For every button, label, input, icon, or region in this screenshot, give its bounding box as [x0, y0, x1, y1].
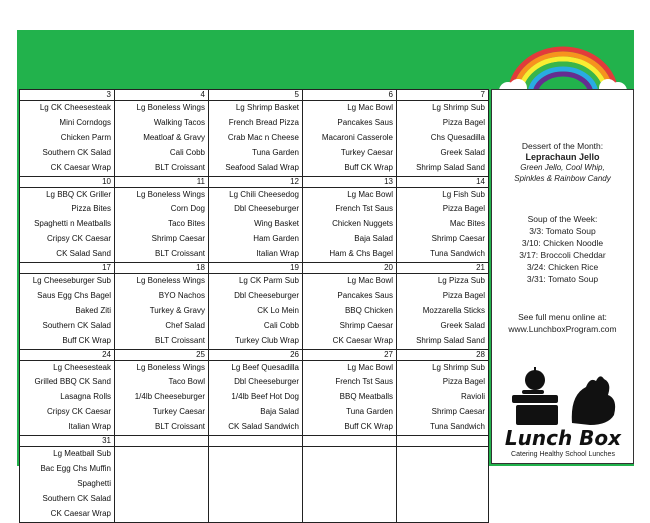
week-number-row — [20, 90, 489, 101]
menu-item: Chs Quesadilla — [430, 132, 485, 142]
menu-item: Cripsy CK Caesar — [46, 407, 111, 417]
day-cell — [115, 101, 209, 177]
menu-item: Mozzarella Sticks — [422, 305, 485, 315]
menu-item: Lg Pizza Sub — [437, 276, 485, 285]
dessert-heading: Dessert of the Month: — [521, 141, 604, 151]
menu-item: Pancakes Saus — [337, 117, 393, 127]
menu-item: Saus Egg Chs Bagel — [37, 290, 111, 300]
soup-item: 3/3: Tomato Soup — [529, 226, 596, 236]
dessert-desc-1: Green Jello, Cool Whip, — [520, 163, 605, 172]
menu-item: Ravioli — [460, 392, 485, 402]
menu-item: Lg Mac Bowl — [347, 189, 393, 199]
day-number: 11 — [115, 176, 209, 187]
day-number: 26 — [209, 349, 303, 360]
day-cell — [303, 187, 397, 263]
menu-item: Lg Boneless Wings — [136, 362, 205, 372]
menu-item: BBQ Chicken — [344, 305, 393, 315]
menu-item: Shrimp Caesar — [431, 234, 485, 244]
menu-item: Pizza Bagel — [442, 204, 485, 214]
menu-item: Lg Chili Cheesedog — [229, 189, 299, 199]
menu-item: Spaghetti — [77, 478, 111, 488]
menu-item: Shrimp Caesar — [431, 407, 485, 417]
day-number — [397, 436, 489, 447]
soup-item: 3/24: Chicken Rice — [526, 262, 599, 272]
soup-heading: Soup of the Week: — [527, 214, 598, 224]
menu-item: CK Salad Sandwich — [228, 422, 299, 432]
menu-item: Wing Basket — [254, 219, 299, 229]
menu-item: BLT Croissant — [155, 335, 205, 345]
day-number — [115, 436, 209, 447]
day-number: 25 — [115, 349, 209, 360]
day-cell — [397, 187, 489, 263]
menu-item: Meatloaf & Gravy — [143, 132, 205, 142]
menu-item: Pizza Bites — [71, 204, 111, 214]
menu-item: Baked Ziti — [75, 305, 111, 315]
menu-item: Ham Garden — [253, 234, 299, 244]
menu-item: Lg BBQ CK Griller — [46, 189, 111, 199]
day-cell — [397, 101, 489, 177]
day-cell — [397, 274, 489, 350]
menu-item: Grilled BBQ CK Sand — [34, 377, 111, 387]
menu-item: Lg Boneless Wings — [136, 276, 205, 285]
menu-item: Mini Corndogs — [59, 117, 111, 127]
soup-item: 3/17: Broccoli Cheddar — [519, 250, 606, 260]
menu-item: Lg Cheeseburger Sub — [32, 276, 111, 285]
menu-item: Chicken Parm — [60, 132, 111, 142]
week-items-row — [20, 274, 489, 350]
day-number: 10 — [20, 176, 115, 187]
menu-item: Lg CK Parm Sub — [238, 276, 299, 285]
apple-icon — [525, 367, 545, 390]
day-number: 6 — [303, 90, 397, 101]
day-cell — [303, 447, 397, 523]
menu-item: Pizza Bagel — [442, 117, 485, 127]
day-cell — [303, 274, 397, 350]
menu-item: Baja Salad — [354, 234, 393, 244]
day-cell — [20, 101, 115, 177]
lunchbox-logo — [500, 365, 626, 460]
dessert-desc-2: Spinkles & Rainbow Candy — [514, 174, 611, 183]
menu-item: CK Lo Mein — [257, 305, 299, 315]
menu-item: Turkey & Gravy — [149, 305, 205, 315]
menu-item: Pancakes Saus — [337, 290, 393, 300]
menu-item: Buff CK Wrap — [344, 162, 393, 172]
day-number — [209, 436, 303, 447]
day-number: 4 — [115, 90, 209, 101]
menu-item: Tuna Sandwich — [430, 249, 485, 259]
menu-item: Macaroni Casserole — [321, 132, 393, 142]
menu-item: 1/4lb Cheeseburger — [134, 392, 205, 402]
day-cell — [397, 360, 489, 436]
menu-item: Lg Boneless Wings — [136, 103, 205, 112]
day-cell — [115, 360, 209, 436]
day-number: 28 — [397, 349, 489, 360]
day-number: 17 — [20, 263, 115, 274]
menu-item: Lg Meatball Sub — [53, 449, 111, 458]
day-cell — [115, 187, 209, 263]
menu-item: CK Caesar Wrap — [50, 508, 111, 518]
day-cell — [209, 101, 303, 177]
menu-item: 1/4lb Beef Hot Dog — [231, 392, 299, 402]
menu-item: Tuna Sandwich — [430, 422, 485, 432]
menu-item: Lg Fish Sub — [442, 189, 485, 199]
lunchbox-icon — [512, 390, 558, 425]
menu-item: Spaghetti n Meatballs — [34, 219, 111, 229]
menu-item: CK Salad Sand — [56, 249, 111, 259]
menu-item: Lg Shrimp Sub — [432, 103, 485, 112]
menu-item: Mac Bites — [449, 219, 485, 229]
online-text: See full menu online at: — [518, 312, 607, 322]
day-cell — [20, 274, 115, 350]
day-number: 21 — [397, 263, 489, 274]
menu-item: Ham & Chs Bagel — [329, 249, 393, 259]
week-items-row — [20, 101, 489, 177]
week-items-row — [20, 360, 489, 436]
menu-item: Dbl Cheeseburger — [234, 204, 299, 214]
menu-item: Lg Shrimp Basket — [235, 103, 299, 112]
week-number-row — [20, 349, 489, 360]
menu-item: French Tst Saus — [335, 377, 393, 387]
week-items-row — [20, 187, 489, 263]
day-cell — [209, 274, 303, 350]
week-number-row — [20, 176, 489, 187]
week-number-row — [20, 263, 489, 274]
menu-item: French Bread Pizza — [228, 117, 299, 127]
day-cell — [20, 187, 115, 263]
menu-item: Southern CK Salad — [42, 493, 111, 503]
menu-item: Shrimp Salad Sand — [416, 335, 485, 345]
menu-item: Lg Shrimp Sub — [432, 362, 485, 372]
day-cell — [303, 101, 397, 177]
menu-item: French Tst Saus — [335, 204, 393, 214]
day-cell — [397, 447, 489, 523]
day-number: 19 — [209, 263, 303, 274]
menu-item: Southern CK Salad — [42, 147, 111, 157]
menu-item: Turkey Caesar — [152, 407, 205, 417]
brand-tagline: Catering Healthy School Lunches — [511, 451, 615, 458]
day-cell — [303, 360, 397, 436]
day-number: 31 — [20, 436, 115, 447]
day-cell — [115, 447, 209, 523]
day-cell — [209, 447, 303, 523]
day-number: 5 — [209, 90, 303, 101]
day-cell — [115, 274, 209, 350]
day-number: 24 — [20, 349, 115, 360]
day-number: 27 — [303, 349, 397, 360]
menu-item: Turkey Club Wrap — [234, 335, 299, 345]
menu-item: Walking Tacos — [153, 117, 205, 127]
menu-item: Shrimp Caesar — [339, 320, 393, 330]
menu-item: Italian Wrap — [68, 422, 111, 432]
menu-item: Dbl Cheeseburger — [234, 377, 299, 387]
menu-item: Tuna Garden — [346, 407, 393, 417]
menu-calendar — [19, 89, 489, 523]
day-number — [303, 436, 397, 447]
menu-item: CK Caesar Wrap — [50, 162, 111, 172]
menu-item: Lg Mac Bowl — [347, 362, 393, 372]
menu-item: Lg Beef Quesadilla — [231, 362, 299, 372]
day-number: 20 — [303, 263, 397, 274]
menu-item: Chef Salad — [165, 320, 205, 330]
menu-item: Buff CK Wrap — [344, 422, 393, 432]
menu-item: Lg Mac Bowl — [347, 103, 393, 112]
menu-item: Pizza Bagel — [442, 377, 485, 387]
menu-item: BLT Croissant — [155, 162, 205, 172]
menu-item: Cali Cobb — [263, 320, 299, 330]
day-number: 7 — [397, 90, 489, 101]
week-items-row — [20, 447, 489, 523]
menu-item: Corn Dog — [170, 204, 205, 214]
website-link[interactable]: www.LunchboxProgram.com — [508, 324, 617, 334]
day-number: 14 — [397, 176, 489, 187]
menu-item: Turkey Caesar — [340, 147, 393, 157]
menu-item: Bac Egg Chs Muffin — [40, 463, 111, 473]
day-number: 13 — [303, 176, 397, 187]
menu-item: Southern CK Salad — [42, 320, 111, 330]
menu-item: Shrimp Caesar — [151, 234, 205, 244]
menu-item: Lg CK Cheesesteak — [39, 103, 111, 112]
dessert-name: Leprachaun Jello — [525, 152, 600, 162]
menu-item: Greek Salad — [440, 320, 485, 330]
rooster-icon — [572, 376, 615, 425]
week-number-row — [20, 436, 489, 447]
day-number: 3 — [20, 90, 115, 101]
menu-item: Cripsy CK Caesar — [46, 234, 111, 244]
menu-item: Taco Bowl — [168, 377, 205, 387]
menu-item: Lasagna Rolls — [60, 392, 111, 402]
menu-item: Pizza Bagel — [442, 290, 485, 300]
menu-item: Baja Salad — [260, 407, 299, 417]
day-cell — [209, 360, 303, 436]
menu-item: Greek Salad — [440, 147, 485, 157]
menu-item: Seafood Salad Wrap — [225, 162, 299, 172]
menu-item: Lg Boneless Wings — [136, 189, 205, 199]
menu-item: Dbl Cheeseburger — [234, 290, 299, 300]
menu-item: Buff CK Wrap — [62, 335, 111, 345]
soup-item: 3/10: Chicken Noodle — [521, 238, 604, 248]
menu-item: Crab Mac n Cheese — [227, 132, 299, 142]
menu-item: Shrimp Salad Sand — [416, 162, 485, 172]
menu-item: BYO Nachos — [158, 290, 205, 300]
menu-item: BLT Croissant — [155, 422, 205, 432]
day-cell — [20, 360, 115, 436]
day-cell — [209, 187, 303, 263]
soup-item: 3/31: Tomato Soup — [526, 274, 599, 284]
day-cell — [20, 447, 115, 523]
menu-item: Lg Mac Bowl — [347, 276, 393, 285]
menu-item: Tuna Garden — [252, 147, 299, 157]
menu-item: BLT Croissant — [155, 249, 205, 259]
menu-item: Cali Cobb — [169, 147, 205, 157]
day-number: 12 — [209, 176, 303, 187]
menu-item: Lg Cheesesteak — [53, 362, 111, 372]
menu-item: CK Caesar Wrap — [332, 335, 393, 345]
day-number: 18 — [115, 263, 209, 274]
brand-name: Lunch Box — [504, 426, 622, 450]
menu-item: Chicken Nuggets — [332, 219, 393, 229]
menu-item: Italian Wrap — [256, 249, 299, 259]
menu-item: Taco Bites — [168, 219, 205, 229]
menu-item: BBQ Meatballs — [339, 392, 393, 402]
